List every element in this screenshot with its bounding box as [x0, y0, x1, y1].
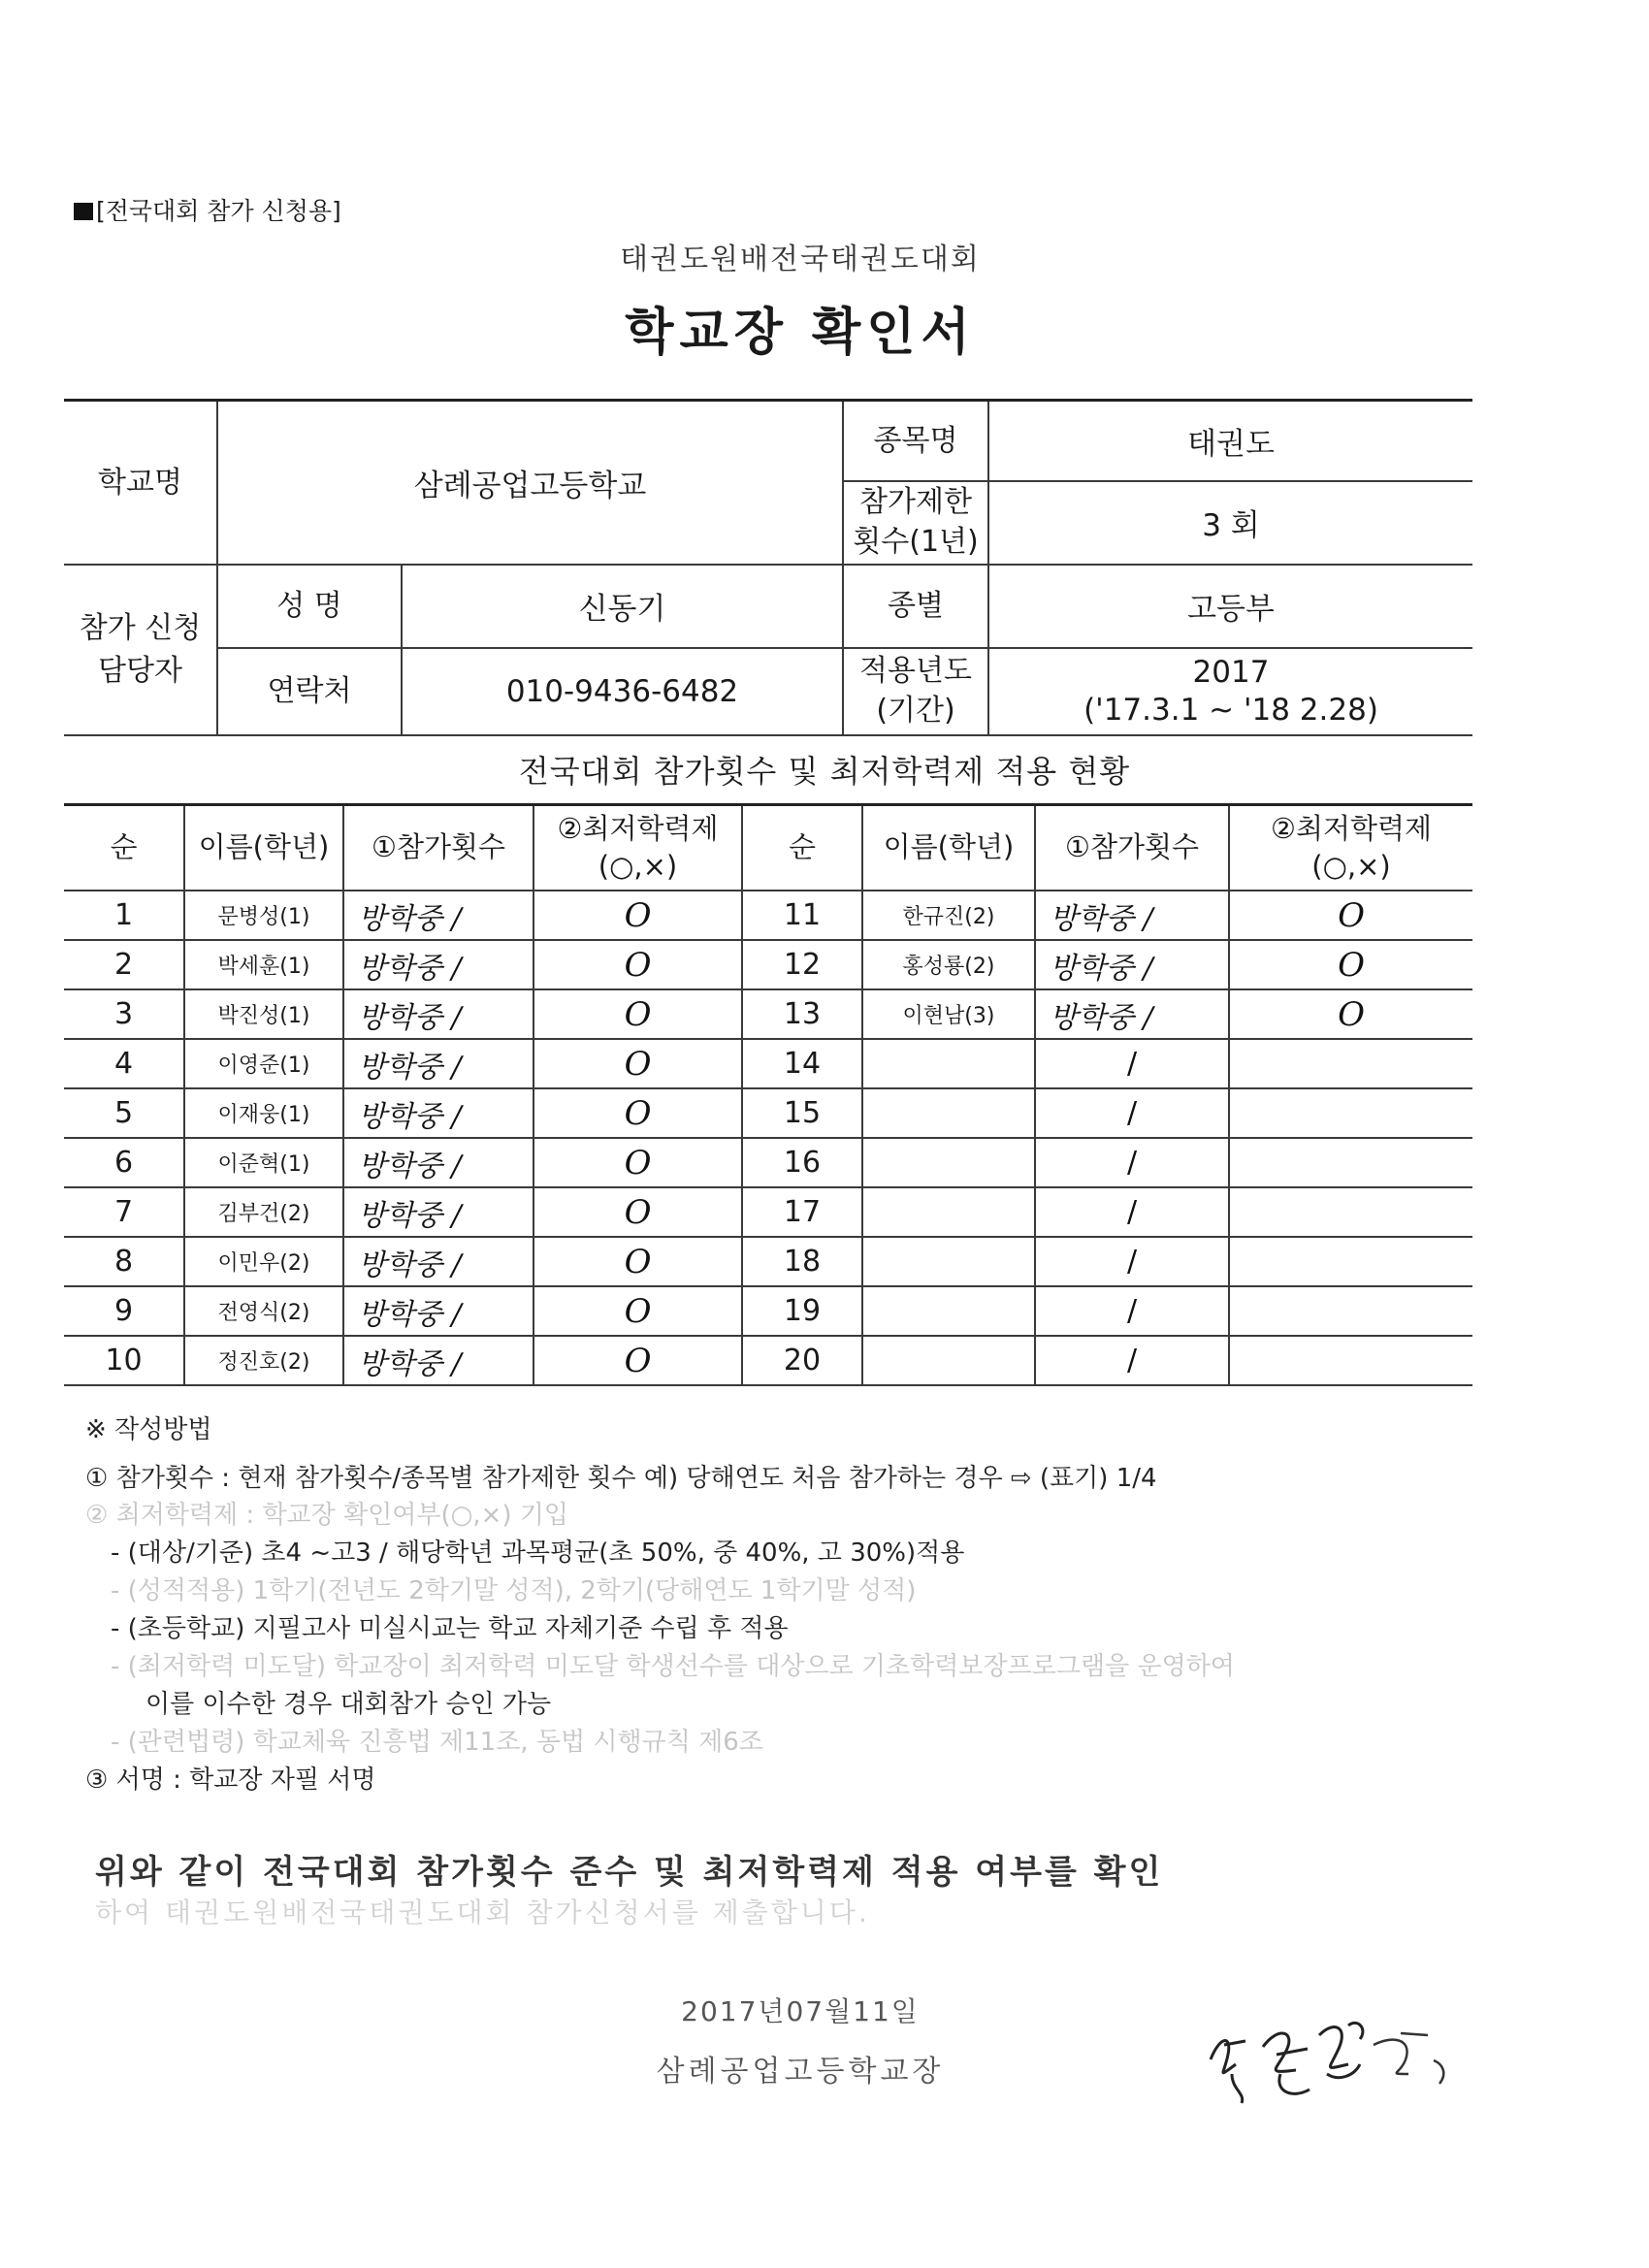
row-number: 16 — [742, 1138, 862, 1187]
participation-count: 방학중 / — [343, 1286, 534, 1336]
student-name: 홍성룡(2) — [862, 940, 1035, 989]
row-number: 14 — [742, 1039, 862, 1088]
square-bullet-icon — [74, 203, 93, 220]
minimum-grade-mark: O — [534, 1138, 742, 1187]
contact-label: 연락처 — [217, 648, 402, 735]
guide-item-2e: - (관련법령) 학교체육 진흥법 제11조, 동법 시행규칙 제6조 — [111, 1728, 763, 1757]
row-number: 15 — [742, 1088, 862, 1138]
student-name: 김부건(2) — [184, 1187, 343, 1237]
minimum-grade-mark: O — [534, 940, 742, 989]
participation-count: 방학중 / — [1035, 940, 1229, 989]
row-number: 3 — [64, 989, 184, 1039]
section-title: 전국대회 참가횟수 및 최저학력제 적용 현황 — [518, 753, 1131, 790]
minimum-grade-mark — [1229, 1237, 1472, 1286]
participation-count: / — [1035, 1088, 1229, 1138]
header-no: 순 — [742, 805, 862, 891]
guide-item-2a: - (대상/기준) 초4 ~고3 / 해당학년 과목평균(초 50%, 중 40%, 고 30%)적용 — [111, 1539, 965, 1568]
table-row — [64, 989, 1472, 1039]
participation-count: / — [1035, 1187, 1229, 1237]
limit-label: 참가제한 횟수(1년) — [843, 481, 988, 565]
applicant-label: 참가 신청 담당자 — [64, 565, 217, 735]
period-range: ('17.3.1 ~ '18 2.28) — [1083, 692, 1378, 728]
participation-count: / — [1035, 1336, 1229, 1385]
guide-item-3: ③ 서명 : 학교장 자필 서명 — [85, 1766, 376, 1795]
minimum-grade-mark: O — [534, 1336, 742, 1385]
header-no: 순 — [64, 805, 184, 891]
participation-count: 방학중 / — [343, 989, 534, 1039]
issue-date: 2017년07월11일 — [681, 1995, 920, 2027]
minimum-grade-mark — [1229, 1088, 1472, 1138]
participation-table-body — [64, 805, 1472, 1386]
row-number: 1 — [64, 891, 184, 940]
period-year: 2017 — [1192, 654, 1270, 690]
row-number: 11 — [742, 891, 862, 940]
participation-count: / — [1035, 1039, 1229, 1088]
participation-count: / — [1035, 1138, 1229, 1187]
student-name: 이재웅(1) — [184, 1088, 343, 1138]
period-label: 적용년도 (기간) — [843, 648, 988, 735]
student-name — [862, 1187, 1035, 1237]
sport-value: 태권도 — [988, 401, 1472, 481]
principal-signature — [1203, 2006, 1465, 2117]
guide-item-2c: - (초등학교) 지필고사 미실시교는 학교 자체기준 수립 후 적용 — [111, 1614, 789, 1643]
header-name: 이름(학년) — [862, 805, 1035, 891]
confirmation-statement-cont: 하여 태권도원배전국태권도대회 참가신청서를 제출합니다. — [95, 1896, 870, 1928]
table-header-row — [64, 805, 1472, 891]
event-name: 태권도원배전국태권도대회 — [620, 243, 981, 276]
student-name — [862, 1237, 1035, 1286]
row-number: 20 — [742, 1336, 862, 1385]
student-name: 이영준(1) — [184, 1039, 343, 1088]
student-name: 한규진(2) — [862, 891, 1035, 940]
guide-item-2: ② 최저학력제 : 학교장 확인여부(○,×) 기입 — [85, 1501, 569, 1530]
row-number: 4 — [64, 1039, 184, 1088]
student-name — [862, 1286, 1035, 1336]
guide-item-1: ① 참가횟수 : 현재 참가횟수/종목별 참가제한 횟수 예) 당해연도 처음 참가하는 경우 ⇨ (표기) 1/4 — [85, 1464, 1157, 1493]
minimum-grade-mark: O — [534, 891, 742, 940]
header-name: 이름(학년) — [184, 805, 343, 891]
row-number: 7 — [64, 1187, 184, 1237]
student-name: 정진호(2) — [184, 1336, 343, 1385]
table-row — [64, 1187, 1472, 1237]
minimum-grade-mark: O — [534, 1237, 742, 1286]
row-number: 19 — [742, 1286, 862, 1336]
minimum-grade-mark: O — [534, 1039, 742, 1088]
header-minimum: ②최저학력제 (○,×) — [1229, 805, 1472, 891]
principal-title: 삼례공업고등학교장 — [656, 2055, 945, 2089]
row-number: 13 — [742, 989, 862, 1039]
row-number: 18 — [742, 1237, 862, 1286]
student-name: 문병성(1) — [184, 891, 343, 940]
sport-label: 종목명 — [843, 401, 988, 481]
minimum-grade-mark: O — [1229, 940, 1472, 989]
participation-count: 방학중 / — [343, 1237, 534, 1286]
participation-count: 방학중 / — [343, 1336, 534, 1385]
minimum-grade-mark — [1229, 1336, 1472, 1385]
student-name: 박진성(1) — [184, 989, 343, 1039]
signature-mark — [1203, 2006, 1465, 2113]
guide-item-2b: - (성적적용) 1학기(전년도 2학기말 성적), 2학기(당해연도 1학기말 성적) — [111, 1576, 917, 1605]
student-name: 이현남(3) — [862, 989, 1035, 1039]
student-name: 이민우(2) — [184, 1237, 343, 1286]
limit-value: 3 회 — [988, 481, 1472, 565]
form-type-label: [전국대회 참가 신청용] — [74, 192, 341, 227]
row-number: 8 — [64, 1237, 184, 1286]
row-number: 9 — [64, 1286, 184, 1336]
student-name — [862, 1336, 1035, 1385]
school-name: 삼례공업고등학교 — [217, 401, 843, 565]
applicant-name: 신동기 — [402, 565, 843, 648]
minimum-grade-mark: O — [1229, 891, 1472, 940]
table-row — [64, 1237, 1472, 1286]
participation-count: / — [1035, 1286, 1229, 1336]
header-minimum: ②최저학력제 (○,×) — [534, 805, 742, 891]
student-name — [862, 1088, 1035, 1138]
minimum-grade-mark — [1229, 1286, 1472, 1336]
row-number: 10 — [64, 1336, 184, 1385]
participation-count: 방학중 / — [343, 1187, 534, 1237]
minimum-grade-mark — [1229, 1187, 1472, 1237]
name-label: 성 명 — [217, 565, 402, 648]
minimum-grade-mark: O — [534, 1286, 742, 1336]
table-row — [64, 940, 1472, 989]
participation-count: 방학중 / — [343, 940, 534, 989]
row-number: 2 — [64, 940, 184, 989]
minimum-grade-mark — [1229, 1138, 1472, 1187]
student-name: 박세훈(1) — [184, 940, 343, 989]
table-row — [64, 1039, 1472, 1088]
participation-count: / — [1035, 1237, 1229, 1286]
school-label: 학교명 — [64, 401, 217, 565]
student-name — [862, 1138, 1035, 1187]
table-row — [64, 1138, 1472, 1187]
document-title: 학교장 확인서 — [625, 304, 976, 362]
header-count: ①참가횟수 — [343, 805, 534, 891]
row-number: 5 — [64, 1088, 184, 1138]
minimum-grade-mark: O — [534, 1088, 742, 1138]
participation-count: 방학중 / — [1035, 891, 1229, 940]
participation-count: 방학중 / — [343, 1088, 534, 1138]
guide-heading: ※ 작성방법 — [85, 1415, 212, 1444]
table-row — [64, 1088, 1472, 1138]
division-label: 종별 — [843, 565, 988, 648]
table-row — [64, 891, 1472, 940]
participation-count: 방학중 / — [1035, 989, 1229, 1039]
row-number: 12 — [742, 940, 862, 989]
minimum-grade-mark: O — [534, 1187, 742, 1237]
minimum-grade-mark: O — [1229, 989, 1472, 1039]
row-number: 17 — [742, 1187, 862, 1237]
row-number: 6 — [64, 1138, 184, 1187]
student-name: 이준혁(1) — [184, 1138, 343, 1187]
period-value — [988, 648, 1472, 735]
student-name: 전영식(2) — [184, 1286, 343, 1336]
student-name — [862, 1039, 1035, 1088]
guide-item-2d: - (최저학력 미도달) 학교장이 최저학력 미도달 학생선수를 대상으로 기초학력보장프로그램을 운영하여 — [111, 1652, 1235, 1681]
table-row — [64, 1286, 1472, 1336]
table-row — [64, 1336, 1472, 1385]
participation-count: 방학중 / — [343, 1039, 534, 1088]
participation-table — [64, 803, 1472, 1386]
school-info-table — [64, 399, 1472, 736]
minimum-grade-mark: O — [534, 989, 742, 1039]
confirmation-statement: 위와 같이 전국대회 참가횟수 준수 및 최저학력제 적용 여부를 확인 — [95, 1853, 1164, 1892]
guide-item-2d-cont: 이를 이수한 경우 대회참가 승인 가능 — [146, 1690, 552, 1719]
minimum-grade-mark — [1229, 1039, 1472, 1088]
header-count: ①참가횟수 — [1035, 805, 1229, 891]
participation-count: 방학중 / — [343, 891, 534, 940]
contact-value: 010-9436-6482 — [402, 648, 843, 735]
division-value: 고등부 — [988, 565, 1472, 648]
participation-count: 방학중 / — [343, 1138, 534, 1187]
